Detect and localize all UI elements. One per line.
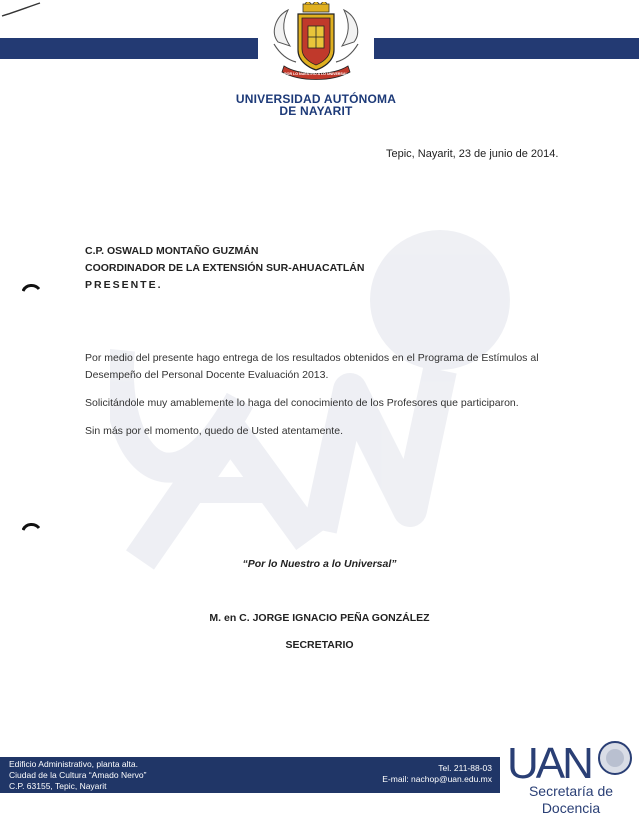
svg-text:UAN: UAN xyxy=(507,739,591,788)
university-motto: “Por lo Nuestro a lo Universal” xyxy=(242,558,397,570)
footer-address-line1: Edificio Administrativo, planta alta. xyxy=(9,759,138,769)
university-seal-icon xyxy=(270,2,362,82)
letter-date: Tepic, Nayarit, 23 de junio de 2014. xyxy=(386,148,559,160)
logo-line1: Secretaría de xyxy=(528,783,614,799)
body-paragraph-2: Solicitándole muy amablemente lo haga del conocimiento de los Profesores que participaron. xyxy=(85,397,519,409)
recipient-position: COORDINADOR DE LA EXTENSIÓN SUR-AHUACATLÁN xyxy=(85,262,365,274)
footer-email: E-mail: nachop@uan.edu.mx xyxy=(382,774,492,784)
footer-contact xyxy=(382,763,492,785)
university-name-line1: UNIVERSIDAD AUTÓNOMA xyxy=(235,92,397,106)
pen-mark xyxy=(0,0,60,20)
footer-address-line2: Ciudad de la Cultura “Amado Nervo” xyxy=(9,770,147,780)
university-name-line2: DE NAYARIT xyxy=(279,104,353,118)
footer-address-line3: C.P. 63155, Tepic, Nayarit xyxy=(9,781,107,791)
recipient-salutation: PRESENTE. xyxy=(85,279,163,291)
punch-hole-mark xyxy=(22,283,40,292)
svg-text:POR LO NUESTRO A LO UNIVERSAL: POR LO NUESTRO A LO UNIVERSAL xyxy=(284,72,348,76)
signer-name: M. en C. JORGE IGNACIO PEÑA GONZÁLEZ xyxy=(209,612,430,624)
header-band-right xyxy=(374,38,639,59)
recipient-name: C.P. OSWALD MONTAÑO GUZMÁN xyxy=(85,245,259,257)
header-band-left xyxy=(0,38,258,59)
footer-phone: Tel. 211-88-03 xyxy=(438,763,492,773)
logo-line2: Docencia xyxy=(541,800,601,816)
body-paragraph-3: Sin más por el momento, quedo de Usted atentamente. xyxy=(85,425,343,437)
punch-hole-mark xyxy=(22,522,40,531)
signer-title: SECRETARIO xyxy=(285,639,354,651)
footer-bar xyxy=(0,757,500,793)
footer-address xyxy=(9,759,146,792)
body-paragraph-1: Por medio del presente hago entrega de los resultados obtenidos en el Programa de Estímulos al Desempeño del Personal Docente Evaluación 2013. xyxy=(85,352,539,381)
